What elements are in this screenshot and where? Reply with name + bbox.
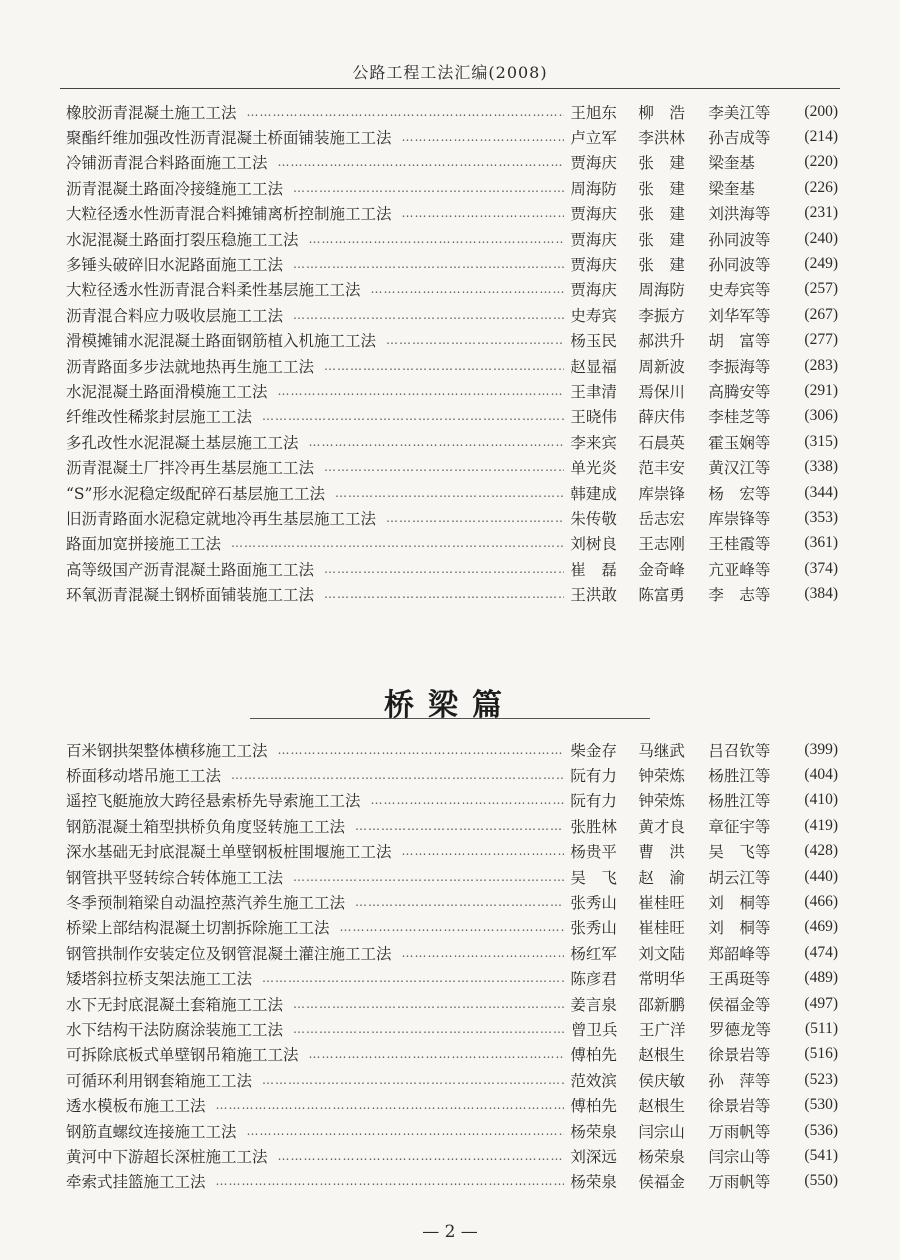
author-3: 王桂霞等 [708,535,771,554]
toc-entry[interactable] [66,1042,838,1067]
dot-leader [278,384,565,398]
entry-title: 沥青混合料应力吸收层施工工法 [66,306,284,325]
author-2: 王志刚 [638,535,685,554]
author-2: 郝洪升 [638,332,685,351]
author-3: 章征宇等 [708,817,771,836]
toc-entry[interactable] [66,328,838,353]
author-3: 侯福金等 [708,995,771,1014]
toc-entry[interactable] [66,150,838,175]
entry-title: 沥青混凝土厂拌冷再生基层施工工法 [66,459,315,478]
author-1: 曾卫兵 [571,1020,618,1039]
dot-leader [278,155,565,169]
entry-title: 可循环利用钢套箱施工工法 [66,1071,253,1090]
author-2: 焉保川 [638,382,685,401]
author-3: 史寿宾等 [708,281,771,300]
author-3: 李桂芝等 [708,408,771,427]
entry-title: “S”形水泥稳定级配碎石基层施工工法 [66,484,325,503]
page-ref: (220) [804,153,838,171]
author-3: 孙吉成等 [708,129,771,148]
author-2: 周海防 [638,281,685,300]
entry-title: 多锤头破碎旧水泥路面施工工法 [66,256,284,275]
author-3: 黄汉江等 [708,459,771,478]
page-ref: (536) [804,1121,838,1139]
author-1: 赵显福 [570,357,617,376]
author-2: 钟荣炼 [638,767,685,786]
author-2: 刘文陆 [638,944,685,963]
toc-entry[interactable] [66,788,838,813]
dot-leader [324,460,564,474]
author-1: 单光炎 [570,459,617,478]
author-1: 李来宾 [570,433,617,452]
author-1: 史寿宾 [570,306,617,325]
author-3: 罗德龙等 [709,1020,772,1039]
author-2: 李洪林 [638,129,685,148]
entry-title: 纤维改性稀浆封层施工工法 [66,408,253,427]
toc-entry[interactable] [66,353,838,378]
toc-entry[interactable] [66,889,838,914]
toc-entry[interactable] [66,1118,838,1143]
page-ref: (361) [804,534,838,552]
author-2: 柳 浩 [638,103,685,122]
author-1: 傅柏先 [570,1097,617,1116]
page-number: — 2 — [422,1222,478,1242]
toc-entry[interactable] [66,404,838,429]
author-2: 曹 洪 [638,843,685,862]
author-3: 闫宗山等 [708,1147,771,1166]
author-1: 朱传敬 [570,509,617,528]
author-3: 杨胜江等 [708,767,771,786]
author-1: 傅柏先 [570,1046,617,1065]
toc-entry[interactable] [66,991,838,1016]
author-1: 张秀山 [570,894,617,913]
author-3: 胡云江等 [708,868,771,887]
author-2: 范丰安 [638,459,685,478]
page-ref: (249) [804,255,838,273]
entry-title: 沥青混凝土路面冷接缝施工工法 [66,179,284,198]
dot-leader [231,768,564,782]
author-1: 刘深远 [570,1147,617,1166]
author-2: 岳志宏 [638,509,685,528]
author-2: 崔桂旺 [638,919,685,938]
author-1: 姜言泉 [570,995,617,1014]
author-3: 吴 飞等 [708,843,771,862]
page-ref: (214) [804,128,838,146]
author-2: 张 建 [638,154,685,173]
entry-title: 透水模板布施工工法 [66,1097,206,1116]
author-3: 孙同波等 [708,256,771,275]
running-header: 公路工程工法汇编(2008) [352,63,548,82]
author-1: 杨贵平 [570,843,617,862]
author-3: 徐景岩等 [708,1097,771,1116]
author-2: 张 建 [638,256,685,275]
dot-leader [293,997,564,1011]
page-ref: (291) [804,381,838,399]
toc-entry[interactable] [66,1016,838,1041]
page-ref: (489) [804,969,838,987]
dot-leader [402,130,565,144]
dot-leader [309,1047,565,1061]
dot-leader [402,844,565,858]
dot-leader [293,308,564,322]
page-ref: (283) [804,356,838,374]
author-2: 薛庆伟 [638,408,685,427]
author-2: 邵新鹏 [638,995,685,1014]
author-3: 郑韶峰等 [708,944,771,963]
entry-title: 遥控飞艇施放大跨径悬索桥先导索施工工法 [66,792,361,811]
author-1: 王旭东 [570,103,617,122]
author-2: 杨荣泉 [638,1147,685,1166]
author-1: 杨红军 [570,944,617,963]
toc-entry[interactable] [66,966,838,991]
author-2: 马继武 [638,741,685,760]
toc-entry[interactable] [66,1143,838,1168]
header-rule [60,88,840,89]
toc-entry[interactable] [66,480,838,505]
toc-entry[interactable] [66,175,838,200]
entry-title: 聚酯纤维加强改性沥青混凝土桥面铺装施工工法 [66,129,392,148]
author-3: 王禹珽等 [708,970,771,989]
dot-leader [278,1149,565,1163]
toc-entry[interactable] [66,1092,838,1117]
author-1: 陈彦君 [570,970,617,989]
page-ref: (374) [804,559,838,577]
author-2: 张 建 [638,230,685,249]
author-1: 杨荣泉 [570,1122,617,1141]
entry-title: 钢管拱制作安装定位及钢管混凝土灌注施工工法 [66,944,392,963]
dot-leader [324,562,564,576]
author-2: 张 建 [638,179,685,198]
part-title-rule [250,718,650,719]
toc-entry[interactable] [66,302,838,327]
author-1: 杨荣泉 [570,1173,617,1192]
entry-title: 可拆除底板式单壁钢吊箱施工工法 [66,1046,299,1065]
page-ref: (240) [804,229,838,247]
author-1: 贾海庆 [570,154,617,173]
dot-leader [371,282,565,296]
page-ref: (523) [804,1070,838,1088]
page-ref: (257) [804,280,838,298]
author-2: 周新波 [638,357,685,376]
entry-title: 沥青路面多步法就地热再生施工工法 [66,357,315,376]
dot-leader [231,536,564,550]
entry-title: 百米钢拱架整体横移施工工法 [66,741,268,760]
entry-title: 水下结构干法防腐涂装施工工法 [66,1020,284,1039]
author-2: 李振方 [638,306,685,325]
page-ref: (231) [804,204,838,222]
dot-leader [355,895,564,909]
author-3: 梁奎基 [708,179,755,198]
author-3: 孙同波等 [708,230,771,249]
entry-title: 牵索式挂篮施工工法 [66,1173,206,1192]
entry-title: 路面加宽拼接施工工法 [66,535,222,554]
author-3: 孙 萍等 [708,1071,771,1090]
author-3: 徐景岩等 [708,1046,771,1065]
dot-leader [262,409,564,423]
page-ref: (469) [804,918,838,936]
dot-leader [262,971,564,985]
author-1: 刘树良 [570,535,617,554]
entry-title: 深水基础无封底混凝土单壁钢板桩围堰施工工法 [66,843,392,862]
dot-leader [262,1073,564,1087]
entry-title: 多孔改性水泥混凝土基层施工工法 [66,433,299,452]
author-1: 周海防 [570,179,617,198]
page-ref: (474) [804,943,838,961]
entry-title: 黄河中下游超长深桩施工工法 [66,1147,268,1166]
author-3: 万雨帆等 [708,1122,771,1141]
toc-entry[interactable] [66,201,838,226]
author-2: 库崇锋 [638,484,685,503]
author-1: 柴金存 [570,741,617,760]
page-ref: (399) [804,740,838,758]
author-3: 刘洪海等 [708,205,771,224]
author-2: 赵根生 [638,1097,685,1116]
author-3: 李美江等 [708,103,771,122]
part-title: 桥梁篇 [384,688,516,723]
toc-entry[interactable] [66,124,838,149]
toc-entry[interactable] [66,762,838,787]
entry-title: 大粒径透水性沥青混合料摊铺离析控制施工工法 [66,205,392,224]
author-3: 刘 桐等 [708,894,771,913]
author-3: 胡 富等 [708,332,771,351]
page-ref: (497) [804,994,838,1012]
page-ref: (410) [804,791,838,809]
author-3: 李振海等 [708,357,771,376]
author-2: 张 建 [638,205,685,224]
page-ref: (200) [804,102,838,120]
author-1: 卢立军 [570,129,617,148]
author-1: 吴 飞 [570,868,617,887]
toc-entry[interactable] [66,277,838,302]
page-ref: (541) [804,1146,838,1164]
author-1: 王晓伟 [570,408,617,427]
dot-leader [402,946,565,960]
entry-title: 水泥混凝土路面滑模施工工法 [66,382,268,401]
author-2: 王广洋 [639,1020,686,1039]
dot-leader [278,743,565,757]
entry-title: 钢管拱平竖转综合转体施工工法 [66,868,284,887]
author-3: 吕召钦等 [708,741,771,760]
entry-title: 钢筋直螺纹连接施工工法 [66,1122,237,1141]
author-2: 崔桂旺 [638,894,685,913]
dot-leader [293,1022,565,1036]
page-ref: (530) [804,1096,838,1114]
toc-entry[interactable] [66,737,838,762]
toc-section-bridge [66,737,838,1194]
toc-entry[interactable] [66,1067,838,1092]
entry-title: 水下无封底混凝土套箱施工工法 [66,995,284,1014]
dot-leader [340,920,565,934]
entry-title: 桥面移动塔吊施工工法 [66,767,222,786]
author-2: 石晨英 [638,433,685,452]
page-ref: (353) [804,508,838,526]
page-ref: (419) [804,816,838,834]
page-ref: (267) [804,305,838,323]
entry-title: 桥梁上部结构混凝土切割拆除施工工法 [66,919,330,938]
author-1: 王洪敢 [570,586,617,605]
entry-title: 高等级国产沥青混凝土路面施工工法 [66,560,315,579]
author-2: 钟荣炼 [638,792,685,811]
author-2: 赵根生 [638,1046,685,1065]
toc-entry[interactable] [66,839,838,864]
entry-title: 矮塔斜拉桥支架法施工工法 [66,970,253,989]
toc-entry[interactable] [66,251,838,276]
entry-title: 水泥混凝土路面打裂压稳施工工法 [66,230,299,249]
toc-entry[interactable] [66,940,838,965]
author-3: 刘 桐等 [708,919,771,938]
author-1: 杨玉民 [570,332,617,351]
author-3: 梁奎基 [708,154,755,173]
author-2: 侯福金 [638,1173,685,1192]
author-1: 贾海庆 [570,230,617,249]
author-2: 陈富勇 [638,586,685,605]
author-1: 贾海庆 [570,205,617,224]
entry-title: 橡胶沥青混凝土施工工法 [66,103,237,122]
page-ref: (226) [804,178,838,196]
author-3: 亢亚峰等 [708,560,771,579]
author-3: 万雨帆等 [708,1173,771,1192]
author-1: 阮有力 [570,792,617,811]
entry-title: 旧沥青路面水泥稳定就地冷再生基层施工工法 [66,509,377,528]
author-2: 常明华 [638,970,685,989]
author-2: 赵 渝 [638,868,685,887]
entry-title: 冬季预制箱梁自动温控蒸汽养生施工工法 [66,894,346,913]
page-ref: (315) [804,432,838,450]
author-1: 张胜林 [570,817,617,836]
page-ref: (344) [804,483,838,501]
entry-title: 大粒径透水性沥青混合料柔性基层施工工法 [66,281,361,300]
entry-title: 滑模摊铺水泥混凝土路面钢筋植入机施工工法 [66,332,377,351]
author-3: 库崇锋等 [708,509,771,528]
dot-leader [293,870,564,884]
dot-leader [293,181,564,195]
dot-leader [216,1098,565,1112]
author-3: 李 志等 [708,586,771,605]
page-ref: (428) [804,842,838,860]
dot-leader [309,232,565,246]
author-3: 高腾安等 [708,382,771,401]
dot-leader [386,511,564,525]
author-1: 崔 磊 [570,560,617,579]
author-1: 张秀山 [570,919,617,938]
dot-leader [324,359,564,373]
toc-entry[interactable] [66,915,838,940]
entry-title: 钢筋混凝土箱型拱桥负角度竖转施工工法 [66,817,346,836]
toc-section-pavement [66,99,838,607]
author-1: 王聿清 [570,382,617,401]
author-3: 霍玉娴等 [708,433,771,452]
toc-entry[interactable] [66,429,838,454]
page-ref: (440) [804,867,838,885]
dot-leader [309,435,565,449]
page-ref: (306) [804,407,838,425]
dot-leader [386,333,564,347]
page-ref: (516) [804,1045,838,1063]
page-ref: (550) [804,1172,838,1190]
author-2: 金奇峰 [638,560,685,579]
author-2: 闫宗山 [638,1122,685,1141]
toc-entry[interactable] [66,813,838,838]
dot-leader [216,1174,565,1188]
toc-entry[interactable] [66,378,838,403]
toc-entry[interactable] [66,226,838,251]
dot-leader [355,819,564,833]
dot-leader [293,257,564,271]
page-ref: (277) [804,331,838,349]
page-ref: (338) [804,458,838,476]
toc-entry[interactable] [66,581,838,606]
author-3: 杨胜江等 [708,792,771,811]
dot-leader [371,793,565,807]
author-1: 贾海庆 [570,256,617,275]
dot-leader [335,486,564,500]
toc-entry[interactable] [66,864,838,889]
page-ref: (384) [804,585,838,603]
author-3: 刘华军等 [708,306,771,325]
page-ref: (466) [804,893,838,911]
entry-title: 冷铺沥青混合料路面施工工法 [66,154,268,173]
dot-leader [324,587,564,601]
toc-entry[interactable] [66,454,838,479]
toc-entry[interactable] [66,531,838,556]
dot-leader [247,1124,565,1138]
dot-leader [402,206,565,220]
toc-entry[interactable] [66,556,838,581]
page-ref: (404) [804,766,838,784]
author-1: 范效滨 [570,1071,617,1090]
toc-entry[interactable] [66,505,838,530]
author-1: 阮有力 [570,767,617,786]
toc-entry[interactable] [66,99,838,124]
author-1: 贾海庆 [570,281,617,300]
entry-title: 环氧沥青混凝土钢桥面铺装施工工法 [66,586,315,605]
dot-leader [247,105,565,119]
author-2: 黄才良 [638,817,685,836]
author-1: 韩建成 [570,484,617,503]
page-ref: (511) [805,1019,838,1037]
toc-entry[interactable] [66,1169,838,1194]
author-2: 侯庆敏 [638,1071,685,1090]
author-3: 杨 宏等 [708,484,771,503]
